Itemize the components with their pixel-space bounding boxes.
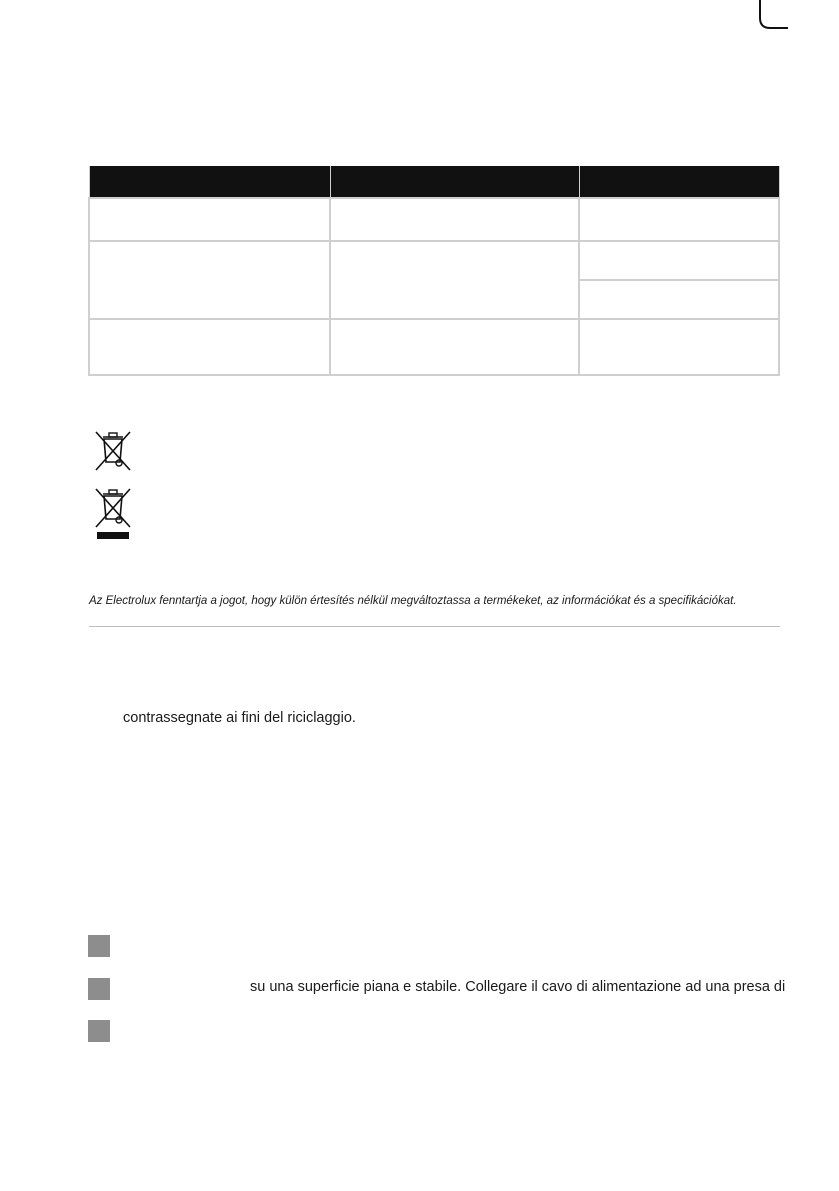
- crossed-out-wheelie-bin-with-bar-icon: [94, 487, 132, 541]
- section-divider: [89, 626, 780, 627]
- table-cell: [579, 198, 779, 241]
- table-header-cell: [330, 166, 579, 198]
- corner-crop-mark: [758, 0, 788, 32]
- table-header-cell: [579, 166, 779, 198]
- table-cell: [330, 241, 579, 319]
- recycling-note: contrassegnate ai fini del riciclaggio.: [123, 710, 356, 726]
- table-cell: [89, 241, 330, 319]
- table-row: [89, 319, 779, 375]
- disclaimer-text: Az Electrolux fenntartja a jogot, hogy külön értesítés nélkül megváltoztassa a termékeket, az információkat és a specifikációkat.: [89, 595, 737, 607]
- step-1-marker: [88, 935, 110, 957]
- table-row: [89, 241, 779, 280]
- table-cell: [89, 319, 330, 375]
- table-header-row: [89, 166, 779, 198]
- table-cell: [579, 241, 779, 280]
- table-cell: [579, 280, 779, 319]
- table-cell: [330, 319, 579, 375]
- step-2-text: su una superficie piana e stabile. Collegare il cavo di alimentazione ad una presa di: [250, 979, 786, 995]
- crossed-out-wheelie-bin-icon: [94, 430, 132, 472]
- table-row: [89, 198, 779, 241]
- table-cell: [579, 319, 779, 375]
- table-header-cell: [89, 166, 330, 198]
- table-cell: [89, 198, 330, 241]
- step-2-marker: [88, 978, 110, 1000]
- specification-table: [88, 166, 780, 376]
- step-3-marker: [88, 1020, 110, 1042]
- table-cell: [330, 198, 579, 241]
